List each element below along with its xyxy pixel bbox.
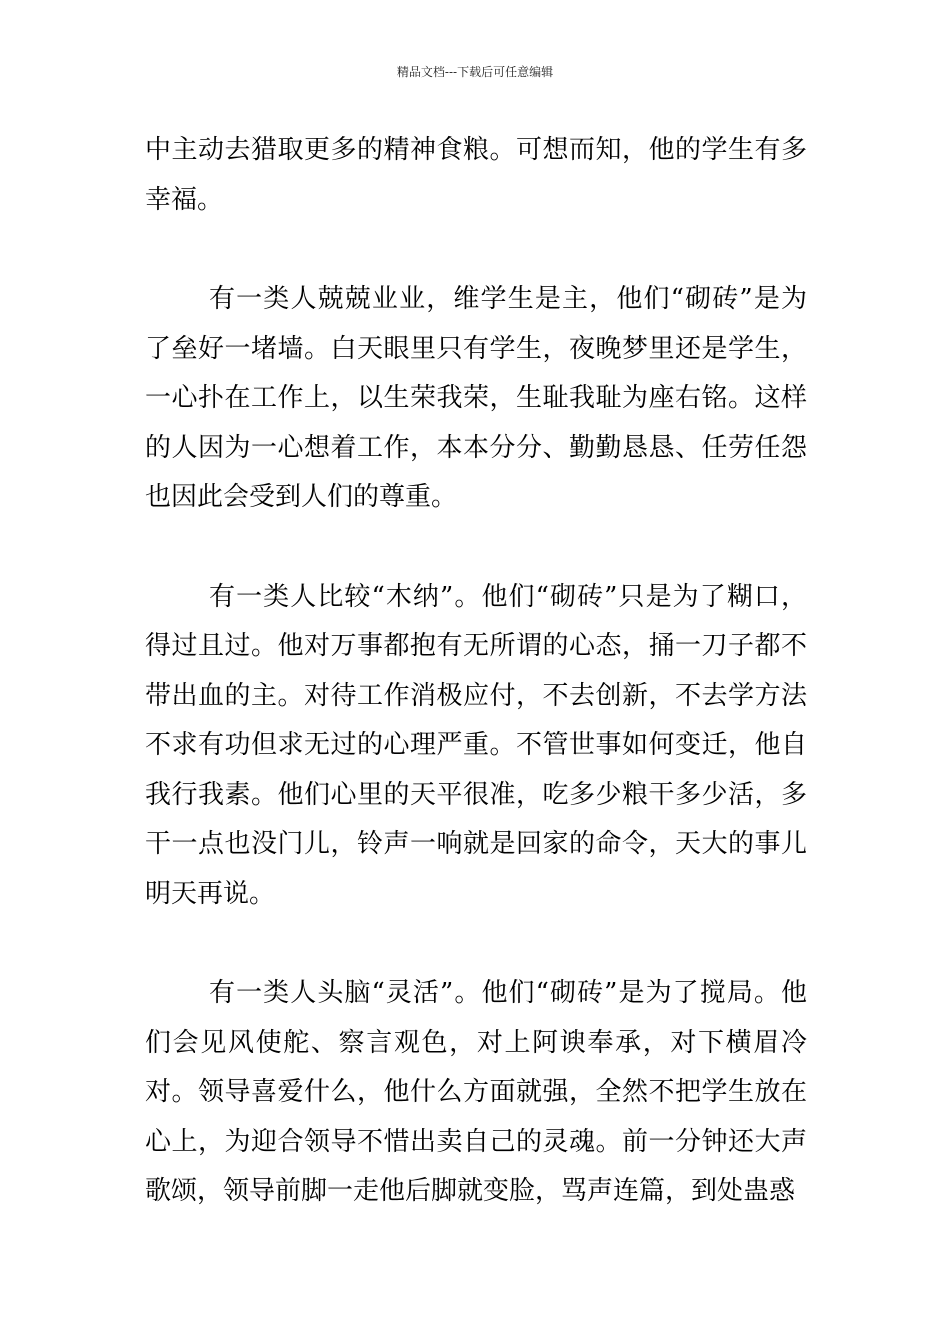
- paragraph-4: 有一类人头脑“灵活”。他们“砌砖”是为了搅局。他们会见风使舵、察言观色，对上阿谀奉承，对下横眉冷对。领导喜爱什么，他什么方面就强，全然不把学生放在心上，为迎合领导不惜出卖自己的灵魂。前一分钟还大声歌颂，领导前脚一走他后脚就变脸，骂声连篇，到处蛊惑: [145, 978, 807, 1206]
- paragraph-gap: [145, 225, 807, 275]
- paragraph-2: 有一类人兢兢业业，维学生是主，他们“砌砖”是为了垒好一堵墙。白天眼里只有学生，夜晚梦里还是学生，一心扑在工作上，以生荣我荣，生耻我耻为座右铭。这样的人因为一心想着工作，本本分分、勤勤恳恳、任劳任怨也因此会受到人们的尊重。: [145, 284, 807, 512]
- paragraph-gap: [145, 523, 807, 573]
- document-body: [145, 126, 807, 1217]
- paragraph-gap: [145, 919, 807, 969]
- paragraph-3: 有一类人比较“木纳”。他们“砌砖”只是为了糊口，得过且过。他对万事都抱有无所谓的心态，捅一刀子都不带出血的主。对待工作消极应付，不去创新，不去学方法不求有功但求无过的心理严重。不管世事如何变迁，他自我行我素。他们心里的天平很准，吃多少粮干多少活，多干一点也没门儿，铃声一响就是回家的命令，天大的事儿明天再说。: [145, 581, 807, 909]
- page-header: 精品文档---下载后可任意编辑: [396, 65, 554, 79]
- paragraph-1: 中主动去猎取更多的精神食粮。可想而知，他的学生有多幸福。: [145, 135, 807, 215]
